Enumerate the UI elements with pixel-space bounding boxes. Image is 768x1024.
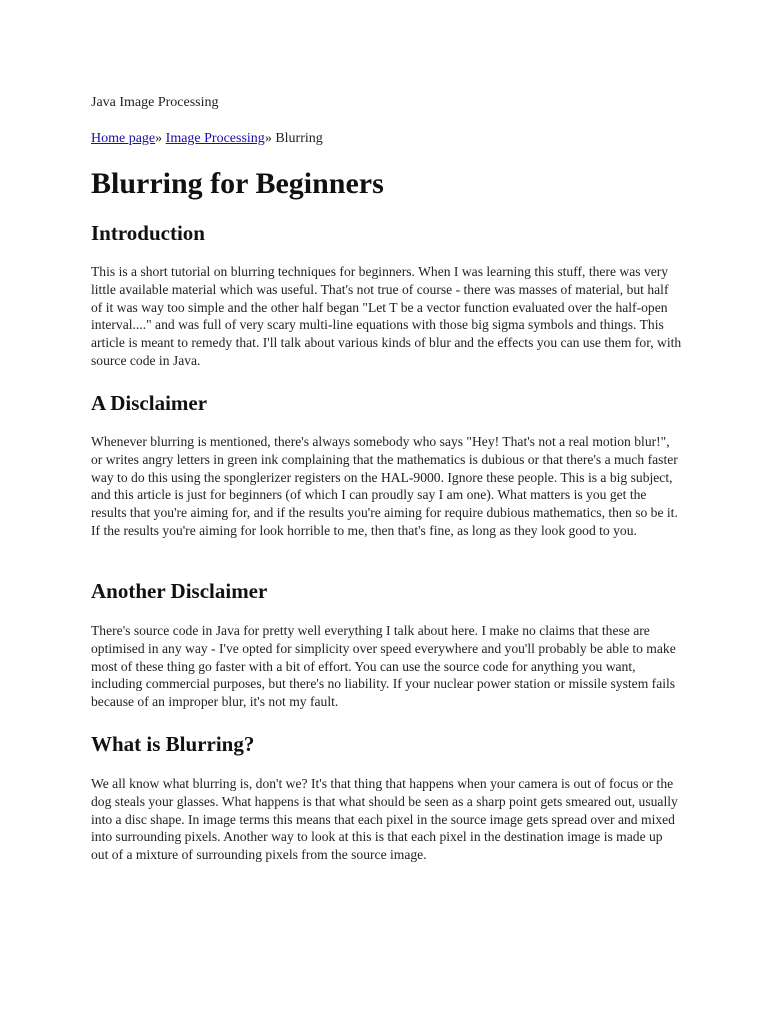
section-body-another-disclaimer: There's source code in Java for pretty well everything I talk about here. I make no claims that these are optimised in any way - I've opted for simplicity over speed everywhere and you'll probably be able to make most of these thing go faster with a bit of effort. You can use the source code for anything you want, including commercial purposes, but there's no liability. If your nuclear power station or missile system fails because of an improper blur, it's not my fault. [91, 623, 676, 710]
breadcrumb-home-link[interactable]: Home page [91, 131, 156, 146]
site-title: Java Image Processing [91, 95, 219, 110]
section-body-what-is-blurring: We all know what blurring is, don't we? It's that thing that happens when your camera is out of focus or the dog steals your glasses. What happens is that what should be seen as a sharp point gets smeared out, usually into a disc shape. In image terms this means that each pixel in the source image gets spread over and mixed into surrounding pixels. Another way to look at this is that each pixel in the destination image is made up out of a mixture of surrounding pixels from the source image. [91, 776, 678, 863]
breadcrumb-image-processing-link[interactable]: Image Processing [165, 131, 265, 146]
section-heading-disclaimer: A Disclaimer [91, 391, 208, 415]
page-title: Blurring for Beginners [91, 167, 384, 200]
section-body-disclaimer: Whenever blurring is mentioned, there's always somebody who says "Hey! That's not a real motion blur!", or writes angry letters in green ink complaining that the mathematics is dubious or that there's a much faster way to do this using the sponglerizer registers on the HAL-9000. Ignore these people. This is a big subject, and this article is just for beginners (of which I can proudly say I am one). What matters is you get the results that you're aiming for, and if the results you're aiming for require dubious mathematics, then so be it. If the results you're aiming for look horrible to me, then that's fine, as long as they look good to you. [91, 434, 678, 538]
section-heading-another-disclaimer: Another Disclaimer [91, 579, 268, 603]
breadcrumb [91, 130, 323, 147]
section-body-introduction: This is a short tutorial on blurring techniques for beginners. When I was learning this stuff, there was very little available material which was useful. That's not true of course - there was masses of material, but half of it was way too simple and the other half began "Let T be a vector function evaluated over the half-open interval...." and was full of very scary multi-line equations with those big sigma symbols and things. This article is meant to remedy that. I'll talk about various kinds of blur and the effects you can use them for, with source code in Java. [91, 264, 682, 368]
section-heading-introduction: Introduction [91, 221, 205, 245]
breadcrumb-separator: » [264, 131, 272, 146]
breadcrumb-separator: » [155, 131, 163, 146]
breadcrumb-current: Blurring [275, 131, 323, 146]
section-heading-what-is-blurring: What is Blurring? [91, 732, 255, 756]
